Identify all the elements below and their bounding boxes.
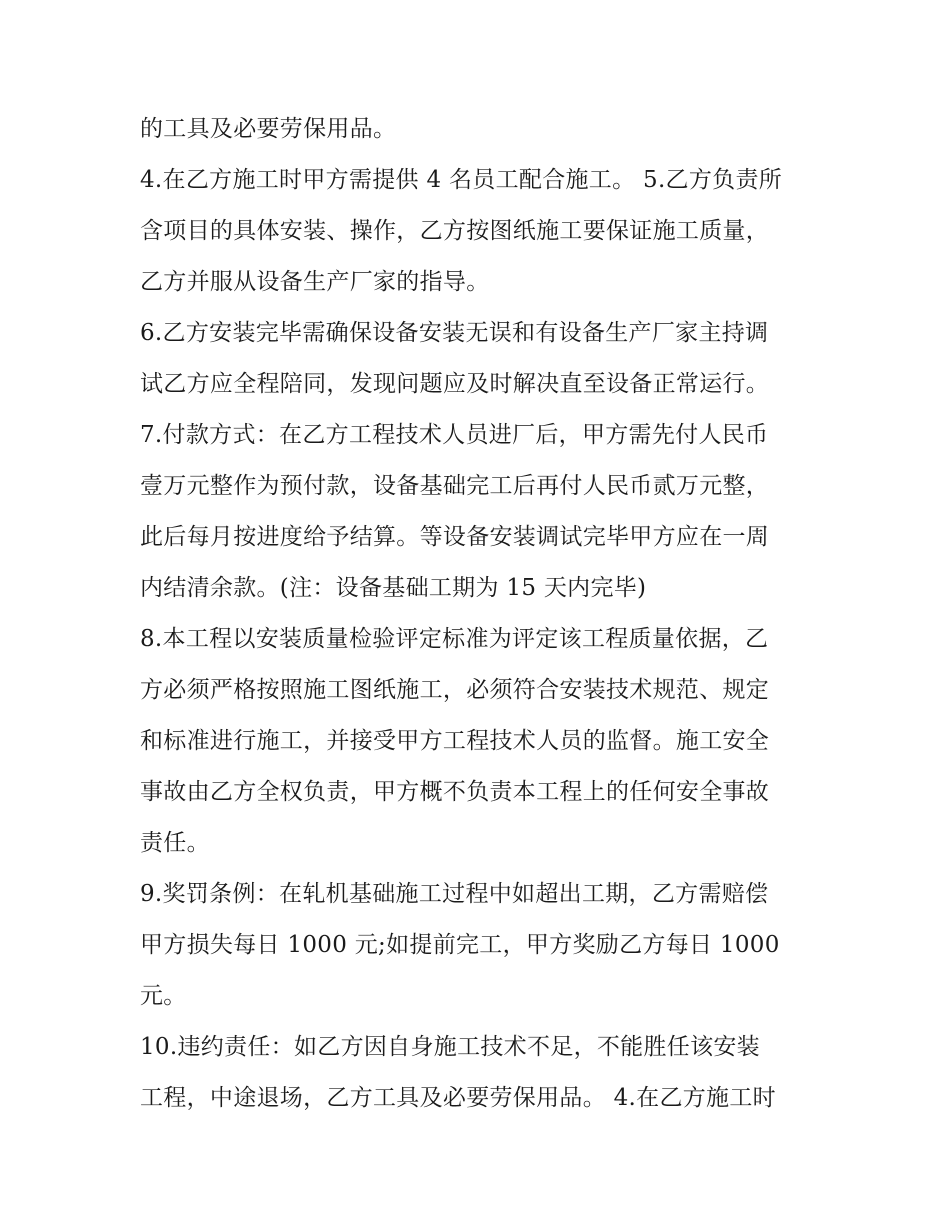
- text-line: 元。: [140, 983, 187, 1009]
- text-line: 责任。: [140, 830, 210, 856]
- text-line: 的工具及必要劳保用品。: [140, 116, 397, 142]
- text-line: 事故由乙方全权负责，甲方概不负责本工程上的任何安全事故: [140, 779, 770, 805]
- text-line: 和标准进行施工，并接受甲方工程技术人员的监督。施工安全: [140, 728, 770, 754]
- text-line: 试乙方应全程陪同，发现问题应及时解决直至设备正常运行。: [140, 371, 770, 397]
- text-line: 壹万元整作为预付款，设备基础完工后再付人民币贰万元整，: [140, 473, 770, 499]
- text-line: 甲方损失每日 1000 元;如提前完工，甲方奖励乙方每日 1000: [140, 932, 780, 958]
- text-line: 7.付款方式：在乙方工程技术人员进厂后，甲方需先付人民币: [140, 422, 769, 448]
- text-line: 8.本工程以安装质量检验评定标准为评定该工程质量依据，乙: [140, 626, 769, 652]
- document-body: [140, 104, 820, 1124]
- text-line: 此后每月按进度给予结算。等设备安装调试完毕甲方应在一周: [140, 524, 770, 550]
- text-line: 4.在乙方施工时甲方需提供 4 名员工配合施工。 5.乙方负责所: [140, 167, 783, 193]
- text-line: 内结清余款。(注：设备基础工期为 15 天内完毕): [140, 575, 647, 601]
- text-line: 6.乙方安装完毕需确保设备安装无误和有设备生产厂家主持调: [140, 320, 769, 346]
- text-line: 工程，中途退场，乙方工具及必要劳保用品。 4.在乙方施工时: [140, 1085, 776, 1111]
- text-line: 乙方并服从设备生产厂家的指导。: [140, 269, 490, 295]
- text-line: 10.违约责任：如乙方因自身施工技术不足，不能胜任该安装: [140, 1034, 760, 1060]
- text-line: 9.奖罚条例：在轧机基础施工过程中如超出工期，乙方需赔偿: [140, 881, 769, 907]
- text-line: 含项目的具体安装、操作，乙方按图纸施工要保证施工质量，: [140, 218, 770, 244]
- text-line: 方必须严格按照施工图纸施工，必须符合安装技术规范、规定: [140, 677, 770, 703]
